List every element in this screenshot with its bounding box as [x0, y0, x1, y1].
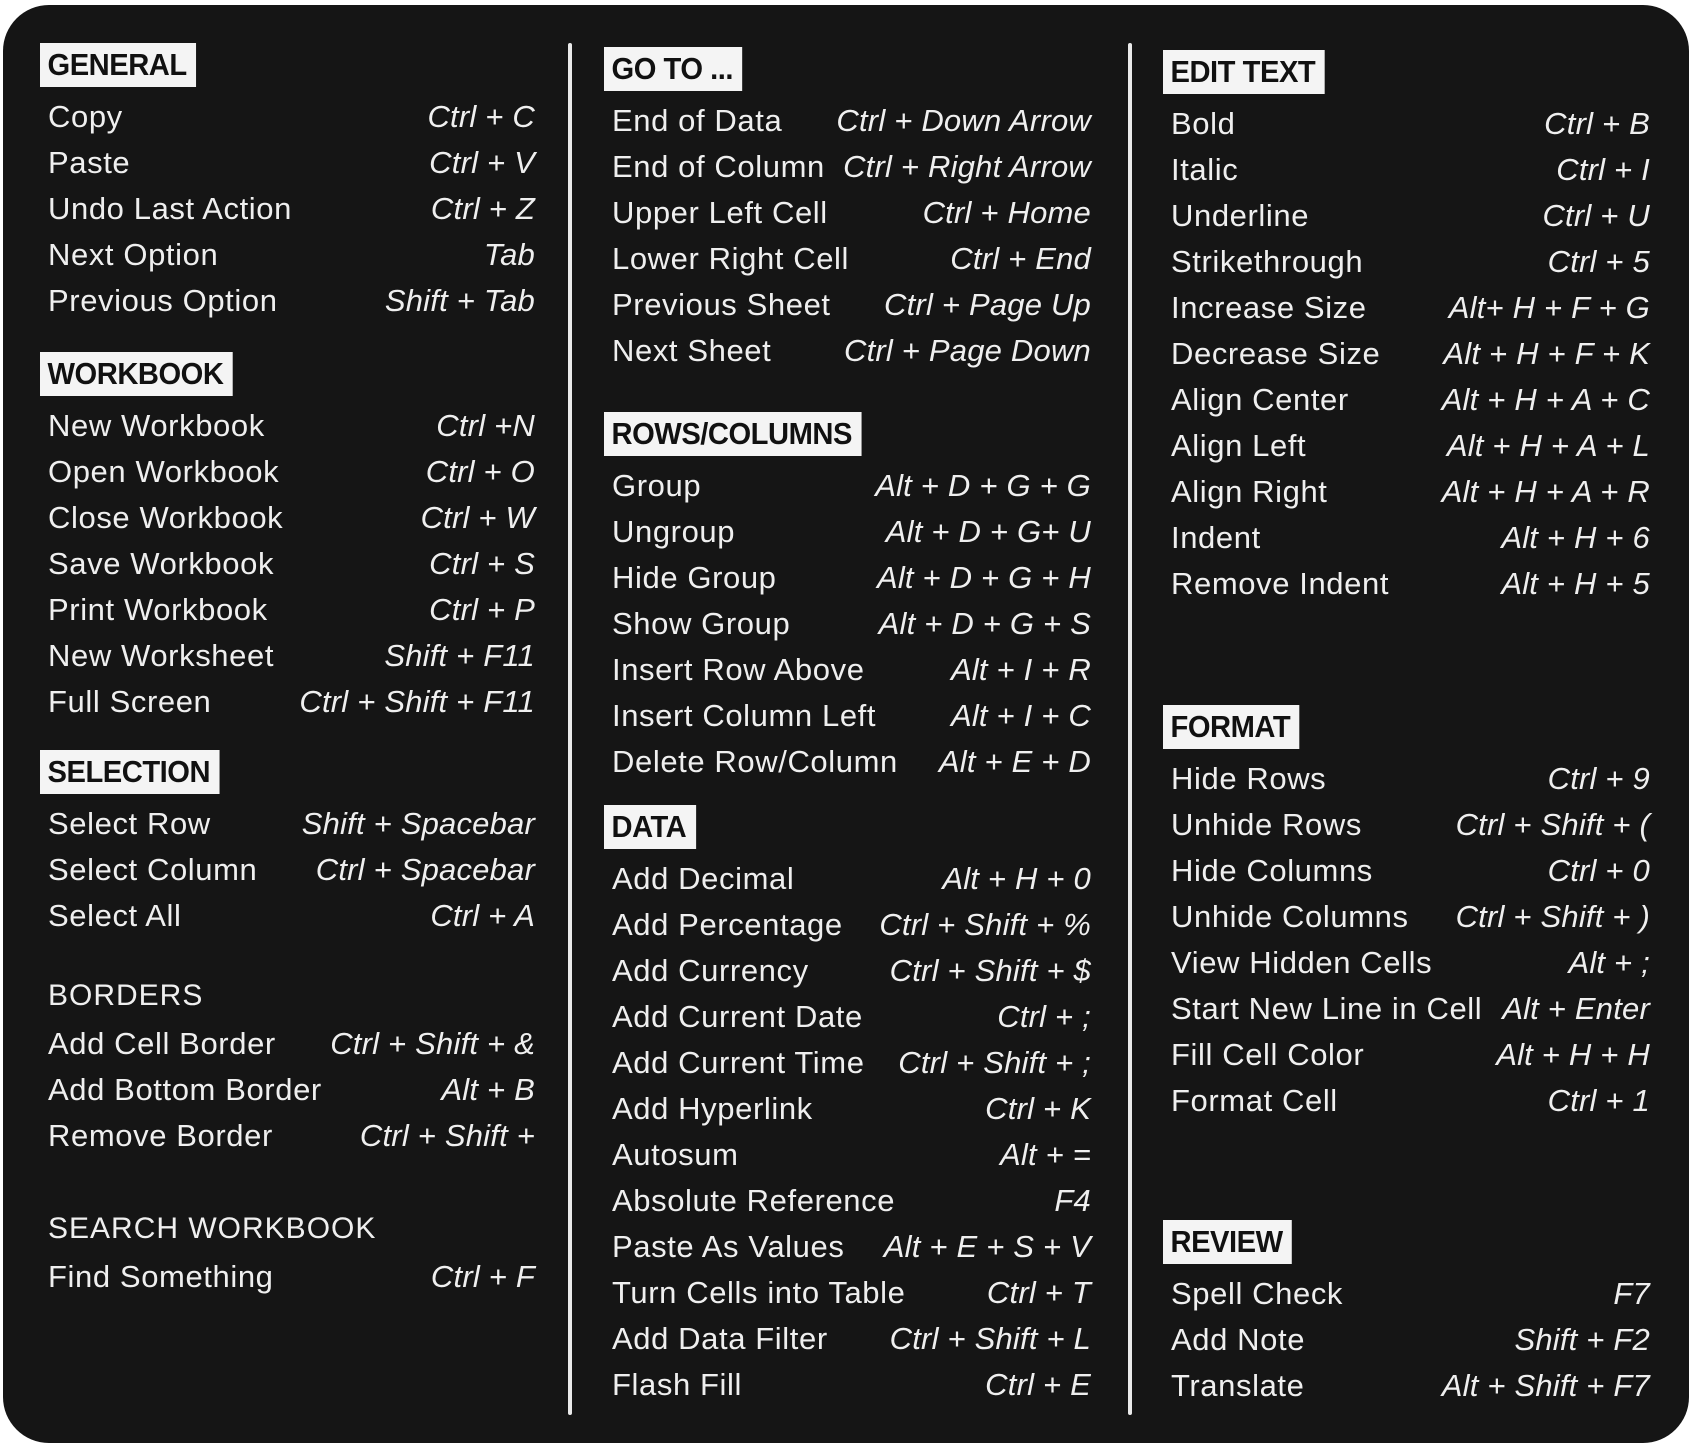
shortcut-row [1163, 564, 1650, 610]
shortcut-keys: Ctrl + Page Up [884, 287, 1091, 322]
shortcut-keys: Alt + D + G + S [878, 606, 1091, 641]
shortcut-action: Align Center [1171, 382, 1349, 417]
shortcut-action: Add Decimal [612, 861, 795, 896]
shortcut-row [604, 1365, 1091, 1411]
shortcut-keys: Ctrl + Shift + F11 [299, 684, 535, 719]
section-edit-text [1163, 50, 1650, 610]
shortcut-action: Add Bottom Border [48, 1072, 322, 1107]
shortcut-action: Underline [1171, 198, 1310, 233]
shortcut-keys: Alt + ; [1568, 945, 1650, 980]
shortcut-row [1163, 150, 1650, 196]
shortcut-row [604, 696, 1091, 742]
shortcut-list [604, 466, 1091, 788]
section-search-workbook [40, 1210, 535, 1303]
shortcut-row [604, 101, 1091, 147]
shortcut-keys: Ctrl + Spacebar [315, 852, 535, 887]
shortcut-keys: Alt + D + G + G [875, 468, 1091, 503]
section-format [1163, 705, 1650, 1127]
shortcut-keys: Ctrl + P [429, 592, 535, 627]
shortcut-keys: Ctrl + Shift + [359, 1118, 535, 1153]
shortcut-row [40, 498, 535, 544]
column-left [40, 5, 535, 1443]
shortcut-keys: Ctrl + T [986, 1275, 1091, 1310]
shortcut-row [40, 97, 535, 143]
shortcut-row [1163, 1035, 1650, 1081]
shortcut-row [604, 331, 1091, 377]
shortcut-keys: F4 [1054, 1183, 1091, 1218]
shortcut-row [1163, 989, 1650, 1035]
shortcut-keys: Alt + E + S + V [883, 1229, 1091, 1264]
shortcut-action: Spell Check [1171, 1276, 1344, 1311]
shortcut-action: Add Current Time [612, 1045, 865, 1080]
shortcut-action: Hide Group [612, 560, 777, 595]
shortcut-mousepad [3, 5, 1689, 1443]
shortcut-keys: Shift + F2 [1514, 1322, 1650, 1357]
shortcut-keys: Alt + I + R [950, 652, 1091, 687]
shortcut-action: Copy [48, 99, 123, 134]
shortcut-action: Flash Fill [612, 1367, 743, 1402]
shortcut-row [1163, 1320, 1650, 1366]
shortcut-row [40, 636, 535, 682]
shortcut-keys: Ctrl + W [420, 500, 535, 535]
shortcut-action: Insert Row Above [612, 652, 865, 687]
section-general [40, 43, 535, 327]
shortcut-action: End of Column [612, 149, 825, 184]
shortcut-action: Next Sheet [612, 333, 772, 368]
shortcut-action: Indent [1171, 520, 1261, 555]
shortcut-row [1163, 1081, 1650, 1127]
shortcut-row [604, 1043, 1091, 1089]
section-heading: WORKBOOK [40, 352, 233, 396]
shortcut-row [40, 1116, 535, 1162]
section-heading: ROWS/COLUMNS [604, 412, 861, 456]
shortcut-action: Translate [1171, 1368, 1305, 1403]
shortcut-row [1163, 104, 1650, 150]
shortcut-action: Find Something [48, 1259, 274, 1294]
shortcut-row [40, 804, 535, 850]
shortcut-action: Close Workbook [48, 500, 284, 535]
shortcut-row [604, 997, 1091, 1043]
section-heading: EDIT TEXT [1163, 50, 1325, 94]
shortcut-keys: Ctrl +N [436, 408, 535, 443]
section-heading: GENERAL [40, 43, 196, 87]
shortcut-action: Insert Column Left [612, 698, 877, 733]
shortcut-row [604, 1227, 1091, 1273]
shortcut-action: Select Row [48, 806, 211, 841]
shortcut-action: Increase Size [1171, 290, 1367, 325]
shortcut-keys: Ctrl + Shift + $ [889, 953, 1091, 988]
shortcut-keys: Ctrl + Right Arrow [843, 149, 1091, 184]
shortcut-keys: Alt + H + A + L [1446, 428, 1650, 463]
shortcut-action: Bold [1171, 106, 1236, 141]
shortcut-action: View Hidden Cells [1171, 945, 1433, 980]
shortcut-row [40, 682, 535, 728]
shortcut-action: Undo Last Action [48, 191, 292, 226]
shortcut-row [604, 859, 1091, 905]
shortcut-row [40, 1257, 535, 1303]
shortcut-action: Align Left [1171, 428, 1307, 463]
shortcut-list [604, 101, 1091, 377]
shortcut-row [604, 951, 1091, 997]
shortcut-row [604, 466, 1091, 512]
shortcut-action: Lower Right Cell [612, 241, 850, 276]
shortcut-row [604, 1273, 1091, 1319]
shortcut-list [40, 1257, 535, 1303]
shortcut-keys: Alt + Shift + F7 [1441, 1368, 1650, 1403]
shortcut-list [40, 804, 535, 942]
shortcut-action: Add Percentage [612, 907, 843, 942]
section-selection [40, 750, 535, 942]
shortcut-row [604, 604, 1091, 650]
section-data [604, 805, 1091, 1411]
shortcut-keys: Ctrl + Page Down [843, 333, 1091, 368]
section-rows-columns [604, 412, 1091, 788]
shortcut-keys: Ctrl + Z [430, 191, 535, 226]
shortcut-action: Decrease Size [1171, 336, 1381, 371]
shortcut-keys: Ctrl + F [430, 1259, 535, 1294]
shortcut-keys: Shift + F11 [384, 638, 535, 673]
shortcut-row [1163, 1274, 1650, 1320]
shortcut-row [1163, 897, 1650, 943]
column-divider-right [1128, 43, 1132, 1415]
shortcut-row [40, 189, 535, 235]
column-middle [604, 5, 1091, 1443]
shortcut-row [604, 558, 1091, 604]
shortcut-action: Start New Line in Cell [1171, 991, 1483, 1026]
shortcut-keys: Ctrl + End [950, 241, 1091, 276]
shortcut-row [604, 1319, 1091, 1365]
shortcut-keys: Ctrl + Shift + ; [898, 1045, 1091, 1080]
shortcut-row [40, 281, 535, 327]
shortcut-row [1163, 805, 1650, 851]
shortcut-row [1163, 943, 1650, 989]
shortcut-row [40, 143, 535, 189]
shortcut-keys: Ctrl + Home [922, 195, 1091, 230]
shortcut-action: Next Option [48, 237, 219, 272]
shortcut-keys: Ctrl + Down Arrow [836, 103, 1091, 138]
shortcut-action: Previous Sheet [612, 287, 831, 322]
shortcut-row [1163, 196, 1650, 242]
section-go-to [604, 47, 1091, 377]
shortcut-action: Hide Columns [1171, 853, 1373, 888]
shortcut-row [1163, 518, 1650, 564]
shortcut-keys: Alt + B [441, 1072, 535, 1107]
shortcut-row [604, 147, 1091, 193]
shortcut-keys: Ctrl + Shift + & [330, 1026, 535, 1061]
shortcut-keys: Ctrl + Shift + L [889, 1321, 1091, 1356]
shortcut-row [1163, 242, 1650, 288]
shortcut-action: Fill Cell Color [1171, 1037, 1365, 1072]
shortcut-keys: Alt + H + 5 [1501, 566, 1650, 601]
shortcut-row [604, 650, 1091, 696]
shortcut-keys: Ctrl + K [985, 1091, 1091, 1126]
shortcut-row [604, 239, 1091, 285]
shortcut-row [1163, 759, 1650, 805]
column-divider-left [568, 43, 572, 1415]
shortcut-row [40, 544, 535, 590]
shortcut-keys: Alt + I + C [950, 698, 1091, 733]
shortcut-row [40, 590, 535, 636]
shortcut-action: Ungroup [612, 514, 736, 549]
shortcut-row [604, 905, 1091, 951]
shortcut-keys: Tab [483, 237, 535, 272]
section-heading: BORDERS [48, 979, 204, 1012]
shortcut-keys: Ctrl + U [1542, 198, 1650, 233]
shortcut-row [40, 406, 535, 452]
shortcut-action: Unhide Columns [1171, 899, 1409, 934]
shortcut-list [604, 859, 1091, 1411]
shortcut-action: Add Note [1171, 1322, 1306, 1357]
shortcut-action: Remove Border [48, 1118, 273, 1153]
shortcut-keys: Alt + E + D [938, 744, 1091, 779]
section-heading: SELECTION [40, 750, 219, 794]
shortcut-row [1163, 380, 1650, 426]
shortcut-row [40, 850, 535, 896]
shortcut-list [40, 406, 535, 728]
section-heading: FORMAT [1163, 705, 1300, 749]
shortcut-action: Upper Left Cell [612, 195, 828, 230]
shortcut-action: Open Workbook [48, 454, 280, 489]
shortcut-keys: Shift + Tab [384, 283, 535, 318]
shortcut-action: Group [612, 468, 702, 503]
shortcut-row [1163, 288, 1650, 334]
shortcut-action: Align Right [1171, 474, 1328, 509]
section-heading: DATA [604, 805, 696, 849]
shortcut-action: Save Workbook [48, 546, 275, 581]
shortcut-action: Print Workbook [48, 592, 268, 627]
shortcut-list [1163, 104, 1650, 610]
shortcut-action: Previous Option [48, 283, 278, 318]
shortcut-action: Show Group [612, 606, 791, 641]
shortcut-action: Full Screen [48, 684, 212, 719]
shortcut-keys: Ctrl + A [430, 898, 535, 933]
shortcut-action: Add Hyperlink [612, 1091, 813, 1126]
section-heading: REVIEW [1163, 1220, 1292, 1264]
shortcut-keys: Ctrl + V [429, 145, 535, 180]
shortcut-action: Add Currency [612, 953, 809, 988]
shortcut-action: Add Data Filter [612, 1321, 828, 1356]
shortcut-keys: Ctrl + Shift + % [879, 907, 1091, 942]
shortcut-row [604, 1089, 1091, 1135]
shortcut-action: Italic [1171, 152, 1239, 187]
shortcut-action: New Workbook [48, 408, 265, 443]
shortcut-row [1163, 472, 1650, 518]
shortcut-row [1163, 426, 1650, 472]
section-heading: SEARCH WORKBOOK [48, 1212, 377, 1245]
shortcut-action: Add Current Date [612, 999, 863, 1034]
shortcut-keys: Alt + H + 0 [942, 861, 1091, 896]
shortcut-keys: Ctrl + B [1544, 106, 1650, 141]
shortcut-action: Format Cell [1171, 1083, 1338, 1118]
shortcut-keys: Ctrl + S [429, 546, 535, 581]
shortcut-row [604, 742, 1091, 788]
shortcut-keys: Alt+ H + F + G [1448, 290, 1650, 325]
shortcut-keys: Alt + D + G+ U [885, 514, 1091, 549]
shortcut-list [1163, 1274, 1650, 1412]
section-workbook [40, 352, 535, 728]
shortcut-keys: Alt + H + H [1496, 1037, 1650, 1072]
shortcut-action: Select All [48, 898, 182, 933]
shortcut-action: Add Cell Border [48, 1026, 276, 1061]
shortcut-row [604, 285, 1091, 331]
shortcut-row [40, 452, 535, 498]
shortcut-row [40, 1024, 535, 1070]
shortcut-keys: F7 [1613, 1276, 1650, 1311]
column-right [1163, 5, 1650, 1443]
shortcut-keys: Ctrl + ; [997, 999, 1091, 1034]
shortcut-action: Strikethrough [1171, 244, 1364, 279]
shortcut-keys: Ctrl + O [425, 454, 535, 489]
shortcut-action: Paste [48, 145, 131, 180]
shortcut-keys: Ctrl + E [985, 1367, 1091, 1402]
shortcut-action: End of Data [612, 103, 783, 138]
shortcut-row [604, 512, 1091, 558]
shortcut-keys: Shift + Spacebar [301, 806, 535, 841]
shortcut-row [40, 1070, 535, 1116]
shortcut-action: Delete Row/Column [612, 744, 898, 779]
shortcut-keys: Alt + H + A + C [1441, 382, 1650, 417]
shortcut-keys: Ctrl + 0 [1547, 853, 1650, 888]
shortcut-list [1163, 759, 1650, 1127]
shortcut-action: Absolute Reference [612, 1183, 896, 1218]
shortcut-list [40, 97, 535, 327]
shortcut-action: Hide Rows [1171, 761, 1327, 796]
shortcut-row [1163, 851, 1650, 897]
shortcut-keys: Alt + Enter [1502, 991, 1650, 1026]
shortcut-row [1163, 1366, 1650, 1412]
shortcut-keys: Alt + D + G + H [876, 560, 1091, 595]
shortcut-keys: Alt + H + F + K [1443, 336, 1650, 371]
shortcut-keys: Ctrl + Shift + ) [1455, 899, 1650, 934]
shortcut-keys: Alt + = [999, 1137, 1091, 1172]
shortcut-keys: Ctrl + Shift + ( [1455, 807, 1650, 842]
section-heading: GO TO ... [604, 47, 742, 91]
shortcut-row [604, 1135, 1091, 1181]
shortcut-action: Paste As Values [612, 1229, 845, 1264]
shortcut-action: Select Column [48, 852, 258, 887]
shortcut-action: Remove Indent [1171, 566, 1390, 601]
shortcut-list [40, 1024, 535, 1162]
shortcut-row [40, 235, 535, 281]
shortcut-keys: Ctrl + I [1556, 152, 1650, 187]
shortcut-action: Autosum [612, 1137, 739, 1172]
shortcut-row [40, 896, 535, 942]
shortcut-row [604, 193, 1091, 239]
shortcut-keys: Alt + H + A + R [1441, 474, 1650, 509]
shortcut-keys: Ctrl + C [427, 99, 535, 134]
shortcut-row [604, 1181, 1091, 1227]
shortcut-keys: Ctrl + 9 [1547, 761, 1650, 796]
shortcut-action: New Worksheet [48, 638, 275, 673]
shortcut-row [1163, 334, 1650, 380]
section-review [1163, 1220, 1650, 1412]
shortcut-action: Turn Cells into Table [612, 1275, 906, 1310]
shortcut-action: Unhide Rows [1171, 807, 1362, 842]
shortcut-keys: Alt + H + 6 [1501, 520, 1650, 555]
shortcut-keys: Ctrl + 1 [1547, 1083, 1650, 1118]
section-borders [40, 977, 535, 1162]
shortcut-keys: Ctrl + 5 [1547, 244, 1650, 279]
